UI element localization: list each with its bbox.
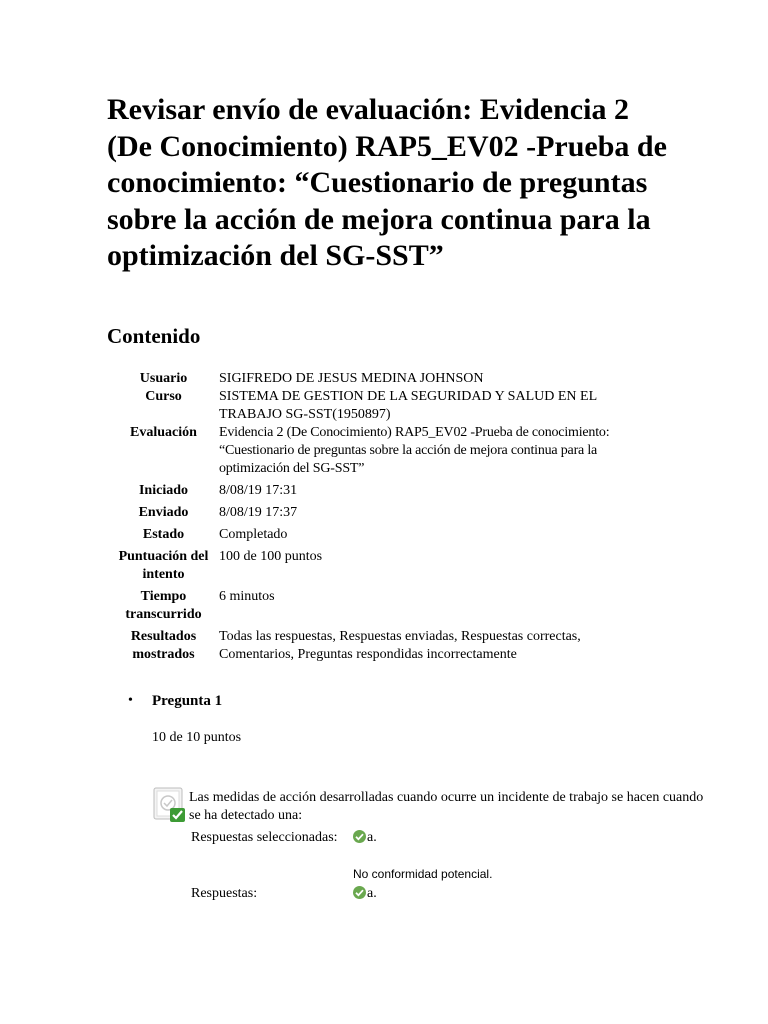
details-value: Completado: [219, 527, 288, 542]
correct-answer-icon: [153, 787, 187, 823]
details-value: 6 minutos: [219, 589, 275, 604]
check-icon: [353, 886, 366, 899]
details-value: SISTEMA DE GESTION DE LA SEGURIDAD Y SALUD EN EL TRABAJO SG-SST(1950897): [219, 389, 597, 422]
details-value: 100 de 100 puntos: [219, 549, 323, 564]
answers-label: Respuestas:: [191, 886, 258, 901]
details-label: Iniciado: [138, 483, 188, 498]
question-text: Las medidas de acción desarrolladas cuando ocurre un incidente de trabajo se hacen cuando se ha detectado una:: [189, 790, 704, 823]
question-score: 10 de 10 puntos: [152, 730, 242, 745]
page-title: Revisar envío de evaluación: Evidencia 2 (De Conocimiento) RAP5_EV02 -Prueba de conocimiento: “Cuestionario de preguntas sobre la acción de mejora continua para la optimización del SG-SST”: [107, 93, 667, 272]
details-row-evaluacion: [112, 424, 659, 478]
details-label: Enviado: [138, 505, 189, 520]
selected-answers-label: Respuestas seleccionadas:: [191, 830, 338, 845]
details-label: Evaluación: [130, 425, 197, 440]
details-value: Evidencia 2 (De Conocimiento) RAP5_EV02 -Prueba de conocimiento: “Cuestionario de preguntas sobre la acción de mejora continua para la optimización del SG-SST”: [219, 425, 610, 476]
check-icon: [353, 830, 366, 843]
details-label: Resultados mostrados: [130, 629, 197, 662]
details-row-curso: [112, 388, 659, 424]
details-row-tiempo: [112, 584, 659, 624]
details-label: Tiempo transcurrido: [125, 589, 202, 622]
correct-answer: [353, 885, 377, 903]
list-bullet: •: [128, 693, 133, 708]
details-value: SIGIFREDO DE JESUS MEDINA JOHNSON: [219, 371, 484, 386]
details-label: Curso: [145, 389, 182, 404]
section-heading: Contenido: [107, 324, 201, 348]
selected-answer: [353, 829, 377, 847]
details-row-resultados: [112, 624, 659, 664]
details-label: Usuario: [139, 371, 188, 386]
details-value: Todas las respuestas, Respuestas enviadas, Respuestas correctas, Comentarios, Preguntas respondidas incorrectamente: [219, 629, 581, 662]
question-title: Pregunta 1: [152, 693, 223, 709]
submission-details-table: [112, 370, 659, 664]
details-row-estado: [112, 522, 659, 544]
details-value: 8/08/19 17:31: [219, 483, 298, 498]
answer-text: No conformidad potencial.: [353, 867, 493, 881]
correct-answer-letter: a.: [367, 886, 377, 901]
details-value: 8/08/19 17:37: [219, 505, 298, 520]
details-row-puntuacion: [112, 544, 659, 584]
selected-answer-letter: a.: [367, 830, 377, 845]
details-row-enviado: [112, 500, 659, 522]
details-row-iniciado: [112, 478, 659, 500]
details-label: Puntuación del intento: [118, 549, 209, 582]
details-row-usuario: [112, 370, 659, 388]
details-label: Estado: [142, 527, 185, 542]
